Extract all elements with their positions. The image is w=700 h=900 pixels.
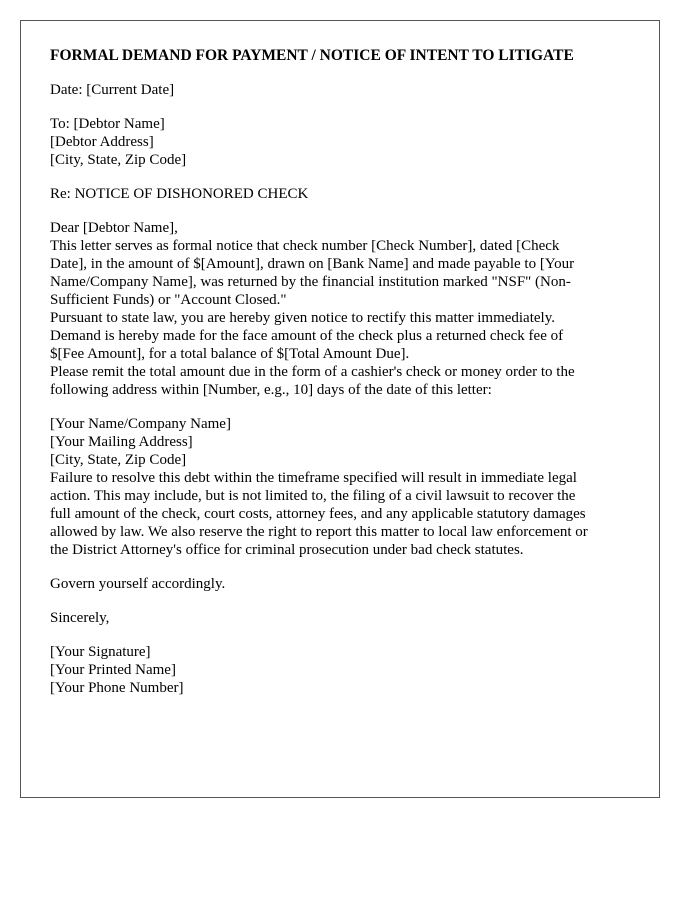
paragraph-line: This letter serves as formal notice that check number [Check Number], dated [Check [50,238,560,254]
letter-frame [20,20,660,798]
paragraph-consequences [50,469,632,559]
paragraph-line: Please remit the total amount due in the form of a cashier's check or money order to the [50,364,575,380]
paragraph-line: Pursuant to state law, you are hereby given notice to rectify this matter immediately. [50,310,555,326]
remit-mailing-address: [Your Mailing Address] [50,434,193,450]
paragraph-line: Date], in the amount of $[Amount], drawn on [Bank Name] and made payable to [Your [50,256,575,272]
paragraph-line: full amount of the check, court costs, attorney fees, and any applicable statutory damages [50,506,586,522]
paragraph-notice [50,237,632,309]
date-line: Date: [Current Date] [50,82,175,98]
paragraph-line: allowed by law. We also reserve the right to report this matter to local law enforcement or [50,524,588,540]
recipient-name: To: [Debtor Name] [50,116,165,132]
letter-body [50,47,632,697]
recipient-address-block [50,115,632,169]
subject-line: Re: NOTICE OF DISHONORED CHECK [50,186,309,202]
remit-city-state-zip: [City, State, Zip Code] [50,452,187,468]
signature-line: [Your Signature] [50,644,151,660]
closing: Sincerely, [50,610,110,626]
recipient-city-state-zip: [City, State, Zip Code] [50,152,187,168]
remit-name: [Your Name/Company Name] [50,416,231,432]
paragraph-line: Demand is hereby made for the face amount of the check plus a returned check fee of [50,328,564,344]
paragraph-line: Failure to resolve this debt within the timeframe specified will result in immediate legal [50,470,577,486]
letter-title: FORMAL DEMAND FOR PAYMENT / NOTICE OF INTENT TO LITIGATE [50,47,574,64]
remit-address-block [50,415,632,469]
paragraph-line: the District Attorney's office for criminal prosecution under bad check statutes. [50,542,524,558]
printed-name-line: [Your Printed Name] [50,662,176,678]
paragraph-remit [50,363,632,399]
signature-block [50,643,632,697]
phone-number-line: [Your Phone Number] [50,680,184,696]
recipient-address: [Debtor Address] [50,134,154,150]
paragraph-line: Sufficient Funds) or "Account Closed." [50,292,287,308]
paragraph-line: Name/Company Name], was returned by the financial institution marked "NSF" (Non- [50,274,571,290]
govern-line: Govern yourself accordingly. [50,576,226,592]
paragraph-line: following address within [Number, e.g., 10] days of the date of this letter: [50,382,492,398]
paragraph-line: $[Fee Amount], for a total balance of $[Total Amount Due]. [50,346,410,362]
salutation: Dear [Debtor Name], [50,220,178,236]
paragraph-line: action. This may include, but is not limited to, the filing of a civil lawsuit to recover the [50,488,576,504]
paragraph-demand [50,309,632,363]
